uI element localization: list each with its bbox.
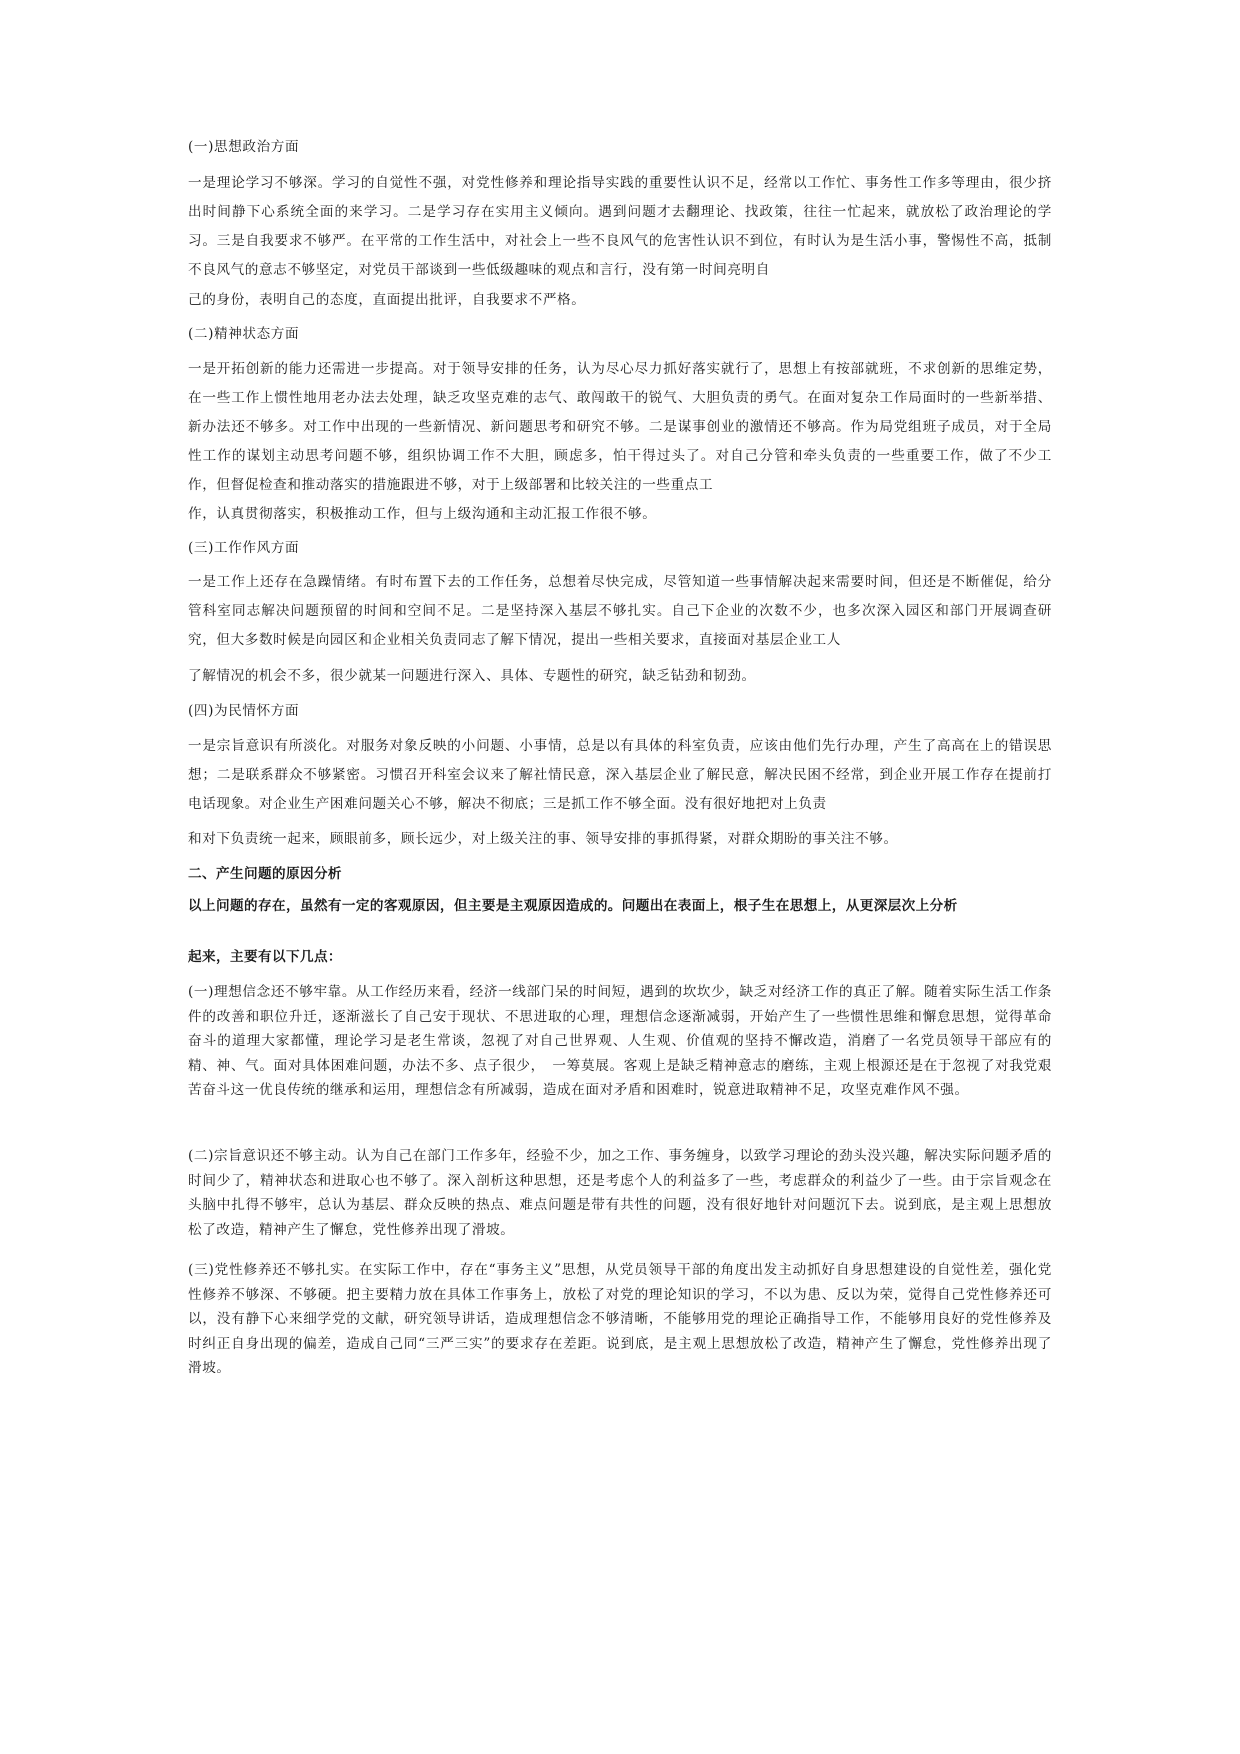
section-heading-people: (四)为民情怀方面 [188,703,300,719]
cause-paragraph-2: (二)宗旨意识还不够主动。认为自己在部门工作多年，经验不少，加之工作、事务缠身，以致学习理论的劲头没兴趣，解决实际问题矛盾的时间少了，精神状态和进取心也不够了。深入剖析这种思想，还是考虑个人的利益多了一些，考虑群众的利益少了一些。由于宗旨观念在头脑中扎得不够牢，总认为基层、群众反映的热点、难点问题是带有共性的问题，没有很好地针对问题沉下去。说到底，是主观上思想放松了改造，精神产生了懈怠，党性修养出现了滑坡。 [188,1148,1052,1238]
section-body-people-cont: 和对下负责统一起来，顾眼前多，顾长远少，对上级关注的事、领导安排的事抓得紧，对群众期盼的事关注不够。 [188,831,898,847]
section-body-workstyle: 一是工作上还存在急躁情绪。有时布置下去的工作任务，总想着尽快完成，尽管知道一些事情解决起来需要时间，但还是不断催促，给分管科室同志解决问题预留的时间和空间不足。二是坚持深入基层不够扎实。自己下企业的次数不少，也多次深入园区和部门开展调查研究，但大多数时候是向园区和企业相关负责同志了解下情况，提出一些相关要求，直接面对基层企业工人 [188,574,1052,648]
part2-intro: 以上问题的存在，虽然有一定的客观原因，但主要是主观原因造成的。问题出在表面上，根子生在思想上，从更深层次上分析 [188,898,958,914]
section-body-workstyle-cont: 了解情况的机会不多，很少就某一问题进行深入、具体、专题性的研究，缺乏钻劲和韧劲。 [188,668,756,684]
part2-title: 二、产生问题的原因分析 [188,866,342,882]
section-heading-workstyle: (三)工作作风方面 [188,540,300,556]
cause-paragraph-1: (一)理想信念还不够牢靠。从工作经历来看，经济一线部门呆的时间短，遇到的坎坎少，缺乏对经济工作的真正了解。随着实际生活工作条件的改善和职位升迁，逐渐滋长了自己安于现状、不思进取的心理，理想信念逐渐减弱，开始产生了一些惯性思维和懈怠思想，觉得革命奋斗的道理大家都懂，理论学习是老生常谈，忽视了对自己世界观、人生观、价值观的坚持不懈改造，消磨了一名党员领导干部应有的精、神、气。面对具体困难问题，办法不多、点子很少， 一筹莫展。客观上是缺乏精神意志的磨练，主观上根源还是在于忽视了对我党艰苦奋斗这一优良传统的继承和运用，理想信念有所减弱，造成在面对矛盾和困难时，锐意进取精神不足，攻坚克难作风不强。 [188,984,1052,1098]
section-heading-ideology: (一)思想政治方面 [188,139,300,155]
section-body-spirit: 一是开拓创新的能力还需进一步提高。对于领导安排的任务，认为尽心尽力抓好落实就行了，思想上有按部就班，不求创新的思维定势，在一些工作上惯性地用老办法去处理，缺乏攻坚克难的志气、敢闯敢干的锐气、大胆负责的勇气。在面对复杂工作局面时的一些新举措、新办法还不够多。对工作中出现的一些新情况、新问题思考和研究不够。二是谋事创业的激情还不够高。作为局党组班子成员，对于全局性工作的谋划主动思考问题不够，组织协调工作不大胆，顾虑多，怕干得过头了。对自己分管和牵头负责的一些重要工作，做了不少工作，但督促检查和推动落实的措施跟进不够，对于上级部署和比较关注的一些重点工 [188,361,1052,493]
section-heading-spirit: (二)精神状态方面 [188,326,300,342]
part2-intro-cont: 起来，主要有以下几点： [188,949,342,965]
section-body-spirit-cont: 作，认真贯彻落实，积极推动工作，但与上级沟通和主动汇报工作很不够。 [188,506,657,522]
section-body-people: 一是宗旨意识有所淡化。对服务对象反映的小问题、小事情，总是以有具体的科室负责，应该由他们先行办理，产生了高高在上的错误思想；二是联系群众不够紧密。习惯召开科室会议来了解社情民意，深入基层企业了解民意，解决民困不经常，到企业开展工作存在提前打电话现象。对企业生产困难问题关心不够，解决不彻底；三是抓工作不够全面。没有很好地把对上负责 [188,738,1052,812]
cause-paragraph-3: (三)党性修养还不够扎实。在实际工作中，存在“事务主义”思想，从党员领导干部的角度出发主动抓好自身思想建设的自觉性差，强化党性修养不够深、不够硬。把主要精力放在具体工作事务上，放松了对党的理论知识的学习，不以为患、反以为荣，觉得自己党性修养还可以，没有静下心来细学党的文献，研究领导讲话，造成理想信念不够清晰，不能够用党的理论正确指导工作，不能够用良好的党性修养及时纠正自身出现的偏差，造成自己同“三严三实”的要求存在差距。说到底，是主观上思想放松了改造，精神产生了懈怠，党性修养出现了滑坡。 [188,1262,1052,1376]
section-body-ideology: 一是理论学习不够深。学习的自觉性不强，对党性修养和理论指导实践的重要性认识不足，经常以工作忙、事务性工作多等理由，很少挤出时间静下心系统全面的来学习。二是学习存在实用主义倾向。遇到问题才去翻理论、找政策，往往一忙起来，就放松了政治理论的学习。三是自我要求不够严。在平常的工作生活中，对社会上一些不良风气的危害性认识不到位，有时认为是生活小事，警惕性不高，抵制不良风气的意志不够坚定，对党员干部谈到一些低级趣味的观点和言行，没有第一时间亮明自 [188,175,1052,278]
section-body-ideology-cont: 己的身份，表明自己的态度，直面提出批评，自我要求不严格。 [188,292,586,308]
